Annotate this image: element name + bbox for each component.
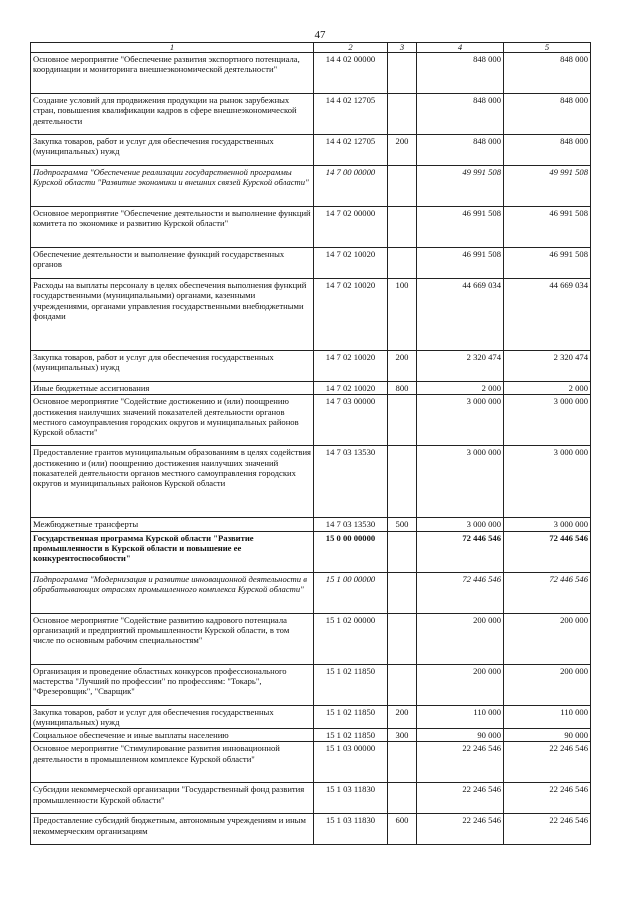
row-code-cell: 15 1 02 11850: [314, 705, 388, 729]
row-type-cell: [388, 395, 417, 446]
row-type-cell: 500: [388, 518, 417, 531]
row-code-cell: 15 1 02 00000: [314, 613, 388, 664]
row-type-cell: 300: [388, 729, 417, 742]
row-value-2-cell: 200 000: [504, 664, 591, 705]
row-value-2-cell: 46 991 508: [504, 207, 591, 248]
row-code-cell: 14 4 02 00000: [314, 53, 388, 94]
row-code-cell: 14 7 02 10020: [314, 248, 388, 279]
row-code-cell: 15 1 00 00000: [314, 572, 388, 613]
table-row: [31, 518, 591, 531]
row-code-cell: 14 4 02 12705: [314, 94, 388, 135]
table-row: [31, 382, 591, 395]
table-row: [31, 207, 591, 248]
row-value-2-cell: 200 000: [504, 613, 591, 664]
table-row: [31, 783, 591, 814]
row-code-cell: 15 1 02 11850: [314, 729, 388, 742]
table-row: [31, 135, 591, 166]
row-type-cell: 100: [388, 279, 417, 351]
row-value-1-cell: 49 991 508: [417, 166, 504, 207]
row-name-cell: Межбюджетные трансферты: [31, 518, 314, 531]
table-row: [31, 705, 591, 729]
row-code-cell: 15 1 03 11830: [314, 814, 388, 845]
table-row: [31, 279, 591, 351]
row-value-2-cell: 46 991 508: [504, 248, 591, 279]
table-row: [31, 94, 591, 135]
row-value-2-cell: 72 446 546: [504, 572, 591, 613]
row-type-cell: [388, 613, 417, 664]
row-type-cell: [388, 248, 417, 279]
row-type-cell: 200: [388, 705, 417, 729]
row-value-1-cell: 72 446 546: [417, 572, 504, 613]
table-row: [31, 395, 591, 446]
row-value-1-cell: 110 000: [417, 705, 504, 729]
row-value-2-cell: 848 000: [504, 53, 591, 94]
row-value-2-cell: 22 246 546: [504, 814, 591, 845]
row-name-cell: Субсидии некоммерческой организации "Государственный фонд развития промышленности Курской области": [31, 783, 314, 814]
row-code-cell: 14 7 02 10020: [314, 279, 388, 351]
row-value-2-cell: 44 669 034: [504, 279, 591, 351]
row-value-1-cell: 72 446 546: [417, 531, 504, 572]
row-type-cell: [388, 664, 417, 705]
row-code-cell: 14 7 00 00000: [314, 166, 388, 207]
header-col-3: 3: [388, 43, 417, 53]
budget-table: [30, 42, 591, 845]
header-col-2: 2: [314, 43, 388, 53]
row-name-cell: Иные бюджетные ассигнования: [31, 382, 314, 395]
header-row: [31, 43, 591, 53]
row-name-cell: Организация и проведение областных конкурсов профессионального мастерства "Лучший по профессии" по профессиям: "Токарь", "Фрезеровщик", "Сварщик": [31, 664, 314, 705]
row-type-cell: [388, 53, 417, 94]
row-value-1-cell: 2 000: [417, 382, 504, 395]
table-row: [31, 531, 591, 572]
row-value-1-cell: 3 000 000: [417, 395, 504, 446]
row-value-1-cell: 2 320 474: [417, 351, 504, 382]
table-row: [31, 446, 591, 518]
row-code-cell: 14 4 02 12705: [314, 135, 388, 166]
row-value-1-cell: 90 000: [417, 729, 504, 742]
row-value-1-cell: 848 000: [417, 94, 504, 135]
row-value-2-cell: 49 991 508: [504, 166, 591, 207]
row-value-1-cell: 22 246 546: [417, 783, 504, 814]
row-code-cell: 14 7 03 13530: [314, 518, 388, 531]
table-row: [31, 166, 591, 207]
row-code-cell: 15 0 00 00000: [314, 531, 388, 572]
row-value-1-cell: 3 000 000: [417, 446, 504, 518]
row-name-cell: Основное мероприятие "Содействие достижению и (или) поощрению достижения наилучших значений показателей деятельности органов местного самоуправления городских округов и муниципальных районов Курской области": [31, 395, 314, 446]
table-row: [31, 248, 591, 279]
row-code-cell: 14 7 02 10020: [314, 382, 388, 395]
row-value-2-cell: 22 246 546: [504, 742, 591, 783]
row-type-cell: [388, 531, 417, 572]
row-value-1-cell: 848 000: [417, 53, 504, 94]
table-row: [31, 53, 591, 94]
row-type-cell: 200: [388, 351, 417, 382]
row-value-2-cell: 848 000: [504, 94, 591, 135]
row-value-2-cell: 2 000: [504, 382, 591, 395]
row-value-2-cell: 3 000 000: [504, 518, 591, 531]
row-value-1-cell: 200 000: [417, 664, 504, 705]
row-code-cell: 14 7 02 10020: [314, 351, 388, 382]
row-type-cell: [388, 94, 417, 135]
row-name-cell: Обеспечение деятельности и выполнение функций государственных органов: [31, 248, 314, 279]
row-type-cell: 200: [388, 135, 417, 166]
row-value-1-cell: 22 246 546: [417, 742, 504, 783]
row-name-cell: Закупка товаров, работ и услуг для обеспечения государственных (муниципальных) нужд: [31, 351, 314, 382]
table-row: [31, 572, 591, 613]
row-code-cell: 14 7 03 00000: [314, 395, 388, 446]
row-value-2-cell: 72 446 546: [504, 531, 591, 572]
row-name-cell: Подпрограмма "Модернизация и развитие инновационной деятельности в обрабатывающих отраслях промышленного комплекса Курской области": [31, 572, 314, 613]
row-name-cell: Основное мероприятие "Обеспечение развития экспортного потенциала, координации и мониторинга внешнеэкономической деятельности": [31, 53, 314, 94]
row-name-cell: Основное мероприятие "Стимулирование развития инновационной деятельности в промышленном комплексе Курской области": [31, 742, 314, 783]
row-value-1-cell: 22 246 546: [417, 814, 504, 845]
header-col-5: 5: [504, 43, 591, 53]
table-row: [31, 351, 591, 382]
row-name-cell: Основное мероприятие "Содействие развитию кадрового потенциала организаций и предприятий промышленности Курской области, в том числе по основным рабочим специальностям": [31, 613, 314, 664]
table-row: [31, 613, 591, 664]
row-name-cell: Основное мероприятие "Обеспечение деятельности и выполнение функций комитета по экономике и развитию Курской области": [31, 207, 314, 248]
row-type-cell: [388, 166, 417, 207]
row-type-cell: [388, 783, 417, 814]
row-code-cell: 15 1 03 11830: [314, 783, 388, 814]
row-code-cell: 15 1 02 11850: [314, 664, 388, 705]
row-value-1-cell: 46 991 508: [417, 207, 504, 248]
header-col-1: 1: [31, 43, 314, 53]
row-value-2-cell: 3 000 000: [504, 395, 591, 446]
row-value-1-cell: 3 000 000: [417, 518, 504, 531]
row-name-cell: Государственная программа Курской области "Развитие промышленности в Курской области и повышение ее конкурентоспособности": [31, 531, 314, 572]
row-value-1-cell: 200 000: [417, 613, 504, 664]
header-col-4: 4: [417, 43, 504, 53]
row-name-cell: Подпрограмма "Обеспечение реализации государственной программы Курской области "Развитие экономики и внешних связей Курской области": [31, 166, 314, 207]
row-name-cell: Закупка товаров, работ и услуг для обеспечения государственных (муниципальных) нужд: [31, 135, 314, 166]
row-value-2-cell: 22 246 546: [504, 783, 591, 814]
row-name-cell: Предоставление грантов муниципальным образованиям в целях содействия достижению и (или) поощрению достижения наилучших значений показателей деятельности органов местного самоуправления городских округов и муниципальных районов Курской области: [31, 446, 314, 518]
row-value-2-cell: 2 320 474: [504, 351, 591, 382]
row-type-cell: [388, 742, 417, 783]
row-name-cell: Закупка товаров, работ и услуг для обеспечения государственных (муниципальных) нужд: [31, 705, 314, 729]
row-value-2-cell: 110 000: [504, 705, 591, 729]
row-type-cell: [388, 446, 417, 518]
row-value-1-cell: 44 669 034: [417, 279, 504, 351]
row-value-2-cell: 3 000 000: [504, 446, 591, 518]
row-type-cell: [388, 572, 417, 613]
row-code-cell: 14 7 02 00000: [314, 207, 388, 248]
row-value-1-cell: 848 000: [417, 135, 504, 166]
table-row: [31, 742, 591, 783]
row-type-cell: [388, 207, 417, 248]
table-row: [31, 729, 591, 742]
row-value-2-cell: 90 000: [504, 729, 591, 742]
row-name-cell: Создание условий для продвижения продукции на рынок зарубежных стран, повышения квалификации кадров в сфере внешнеэкономической деятельности: [31, 94, 314, 135]
table-row: [31, 814, 591, 845]
row-name-cell: Социальное обеспечение и иные выплаты населению: [31, 729, 314, 742]
page-number: 47: [314, 29, 326, 41]
row-code-cell: 15 1 03 00000: [314, 742, 388, 783]
row-name-cell: Расходы на выплаты персоналу в целях обеспечения выполнения функций государственными (муниципальными) органами, казенными учреждениями, органами управления государственными внебюджетными фондами: [31, 279, 314, 351]
row-type-cell: 600: [388, 814, 417, 845]
row-name-cell: Предоставление субсидий бюджетным, автономным учреждениям и иным некоммерческим организациям: [31, 814, 314, 845]
row-value-2-cell: 848 000: [504, 135, 591, 166]
row-code-cell: 14 7 03 13530: [314, 446, 388, 518]
row-value-1-cell: 46 991 508: [417, 248, 504, 279]
row-type-cell: 800: [388, 382, 417, 395]
table-row: [31, 664, 591, 705]
